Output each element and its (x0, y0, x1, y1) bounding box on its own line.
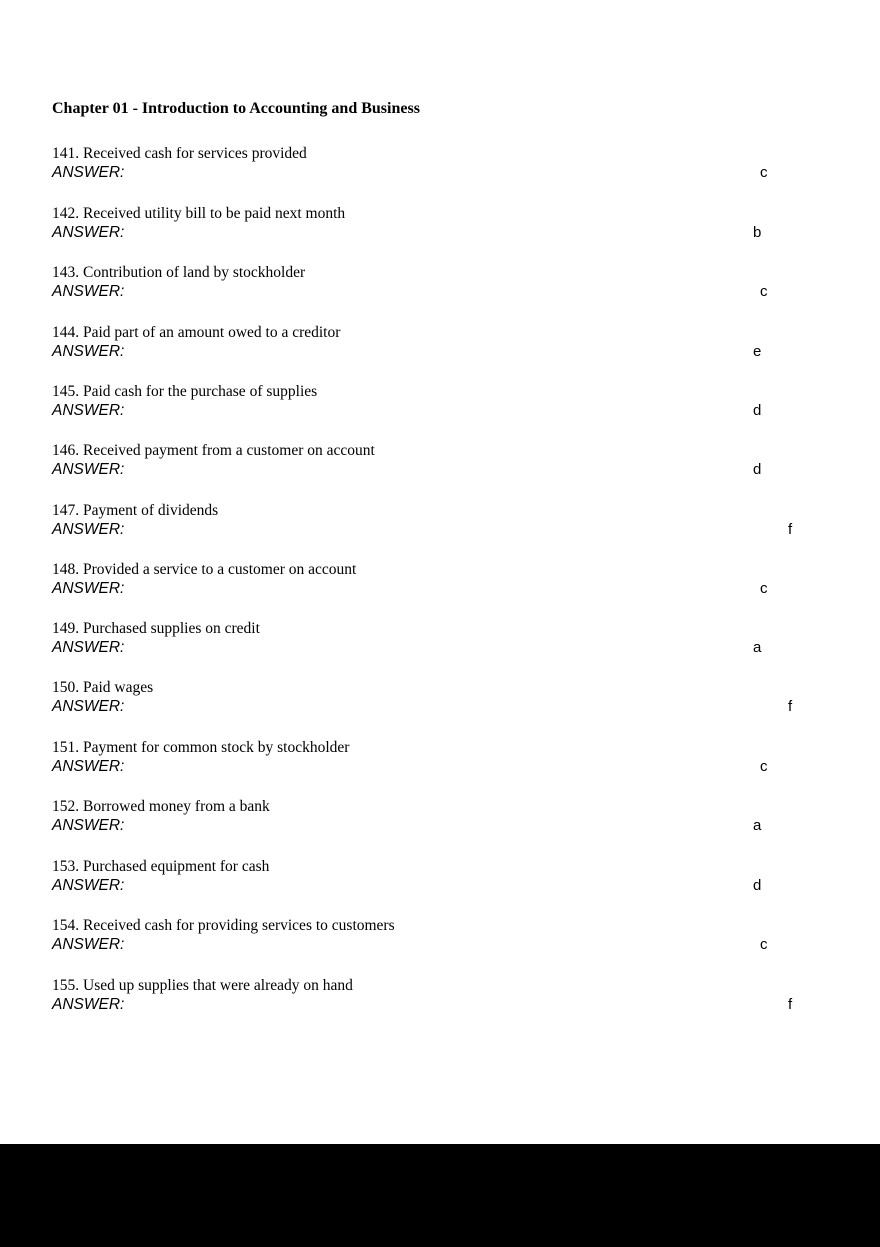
question-text: 148. Provided a service to a customer on account (52, 561, 357, 578)
answer-label: ANSWER: (52, 639, 125, 656)
question-item-154 (52, 917, 832, 957)
answer-label: ANSWER: (52, 402, 125, 419)
answer-value: f (788, 996, 793, 1013)
question-item-141 (52, 145, 832, 185)
question-item-153 (52, 858, 832, 898)
answer-label: ANSWER: (52, 996, 125, 1013)
answer-value: c (760, 164, 768, 181)
answer-label: ANSWER: (52, 224, 125, 241)
question-text: 146. Received payment from a customer on account (52, 442, 375, 459)
question-text: 143. Contribution of land by stockholder (52, 264, 306, 281)
answer-label: ANSWER: (52, 461, 125, 478)
question-text: 153. Purchased equipment for cash (52, 858, 270, 875)
answer-label: ANSWER: (52, 877, 125, 894)
question-item-155 (52, 977, 832, 1017)
answer-value: d (753, 402, 762, 419)
question-text: 150. Paid wages (52, 679, 154, 696)
answer-value: a (753, 817, 762, 834)
bottom-black-bar (0, 1144, 880, 1247)
question-text: 152. Borrowed money from a bank (52, 798, 270, 815)
question-item-145 (52, 383, 832, 423)
answer-value: c (760, 936, 768, 953)
answer-label: ANSWER: (52, 580, 125, 597)
answer-value: f (788, 698, 793, 715)
question-item-147 (52, 502, 832, 542)
question-text: 154. Received cash for providing services to customers (52, 917, 395, 934)
answer-label: ANSWER: (52, 164, 125, 181)
answer-label: ANSWER: (52, 698, 125, 715)
question-item-152 (52, 798, 832, 838)
chapter-title: Chapter 01 - Introduction to Accounting and Business (52, 100, 420, 117)
answer-value: f (788, 521, 793, 538)
question-text: 142. Received utility bill to be paid next month (52, 205, 346, 222)
answer-value: b (753, 224, 762, 241)
question-text: 141. Received cash for services provided (52, 145, 307, 162)
question-item-143 (52, 264, 832, 304)
question-item-144 (52, 324, 832, 364)
answer-value: a (753, 639, 762, 656)
question-item-148 (52, 561, 832, 601)
question-item-142 (52, 205, 832, 245)
answer-value: d (753, 461, 762, 478)
answer-value: c (760, 580, 768, 597)
answer-value: c (760, 283, 768, 300)
question-text: 151. Payment for common stock by stockholder (52, 739, 350, 756)
answer-label: ANSWER: (52, 936, 125, 953)
question-text: 145. Paid cash for the purchase of supplies (52, 383, 318, 400)
question-text: 147. Payment of dividends (52, 502, 219, 519)
answer-label: ANSWER: (52, 817, 125, 834)
question-text: 144. Paid part of an amount owed to a creditor (52, 324, 341, 341)
question-item-146 (52, 442, 832, 482)
question-text: 155. Used up supplies that were already on hand (52, 977, 353, 994)
answer-value: c (760, 758, 768, 775)
answer-label: ANSWER: (52, 521, 125, 538)
answer-label: ANSWER: (52, 283, 125, 300)
question-item-151 (52, 739, 832, 779)
answer-value: e (753, 343, 762, 360)
question-item-150 (52, 679, 832, 719)
answer-label: ANSWER: (52, 758, 125, 775)
question-item-149 (52, 620, 832, 660)
question-text: 149. Purchased supplies on credit (52, 620, 260, 637)
answer-label: ANSWER: (52, 343, 125, 360)
answer-value: d (753, 877, 762, 894)
